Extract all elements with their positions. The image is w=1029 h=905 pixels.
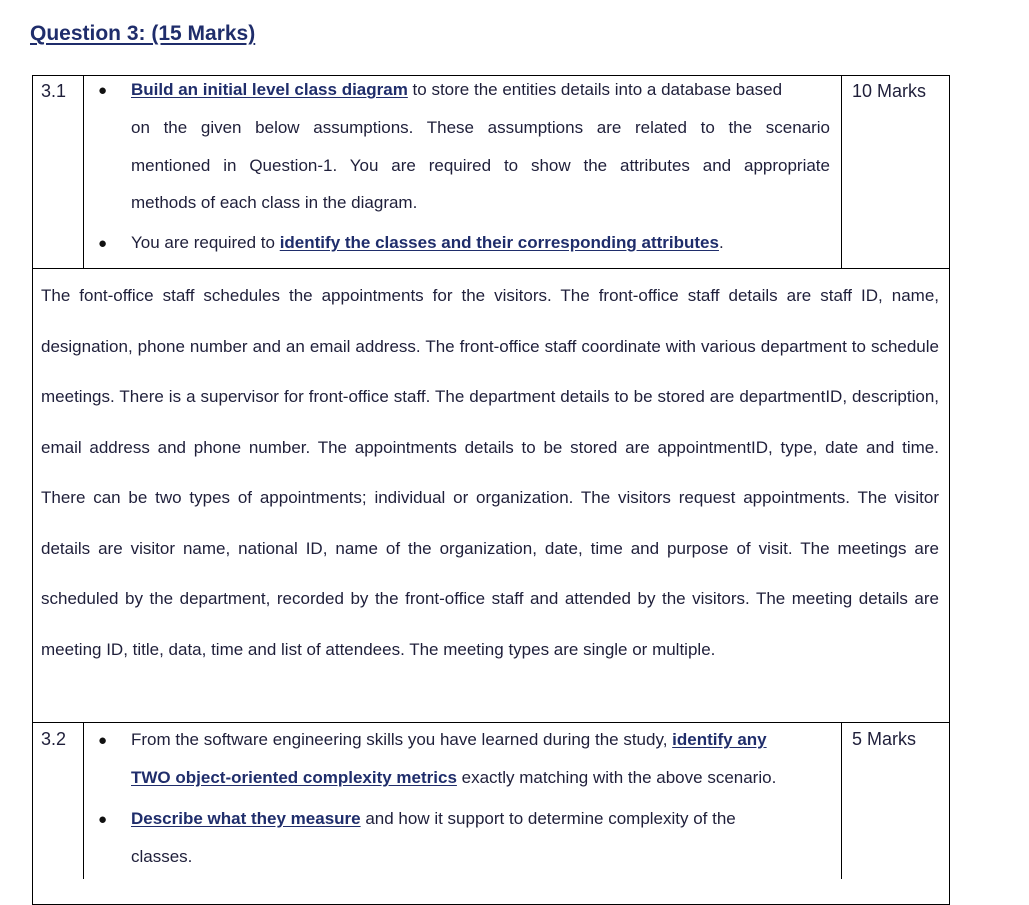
q31-bullet2-emph: identify the classes and their corresponding attributes — [279, 233, 719, 252]
q31-bullet2-dot: ● — [98, 235, 108, 252]
q32-bullet1-dot: ● — [98, 732, 108, 749]
q32-bullet1-line2 — [131, 768, 776, 788]
q31-bullet2-before: You are required to — [131, 233, 280, 252]
row-divider-1 — [32, 268, 950, 269]
q31-number: 3.1 — [41, 81, 67, 101]
row3-col-divider-left — [83, 722, 84, 879]
q32-bullet1-line1 — [131, 730, 767, 750]
q32-bullet2-line1-rest: and how it support to determine complexity of the — [360, 809, 736, 828]
q31-bullet1-line3: mentioned in Question-1. You are required to show the attributes and appropriate — [131, 156, 830, 175]
q31-marks: 10 Marks — [852, 81, 927, 101]
q32-bullet2-dot: ● — [98, 811, 108, 828]
row3-col-divider-right — [841, 722, 842, 879]
scenario-paragraph: The font-office staff schedules the appointments for the visitors. The front-office staff details are staff ID, name, designation, phone number and an email address. The front-office staff coordinate with various department to schedule meetings. There is a supervisor for front-office staff. The department details to be stored are departmentID, description, email address and phone number. The appointments details to be stored are appointmentID, type, date and time. There can be two types of appointments; individual or organization. The visitors request appointments. The visitor details are visitor name, national ID, name of the organization, date, time and purpose of visit. The meetings are scheduled by the department, recorded by the front-office staff and attended by the visitors. The meeting details are meeting ID, title, data, time and list of attendees. The meeting types are single or multiple. — [41, 286, 939, 659]
q31-bullet1-line2: on the given below assumptions. These assumptions are related to the scenario — [131, 118, 830, 137]
row1-col-divider-right — [841, 75, 842, 269]
q31-bullet1-line1 — [131, 80, 831, 100]
q32-number: 3.2 — [41, 729, 67, 749]
q31-bullet2 — [131, 233, 724, 253]
q31-bullet1-line1-rest: to store the entities details into a database based — [407, 80, 783, 99]
row1-col-divider-left — [83, 75, 84, 269]
q31-bullet1-line4: methods of each class in the diagram. — [131, 193, 418, 212]
q31-bullet1-dot: ● — [98, 82, 108, 99]
question-title: Question 3: (15 Marks) — [30, 22, 256, 45]
q31-bullet2-after: . — [718, 233, 724, 252]
q31-bullet1-lead: Build an initial level class diagram — [131, 80, 408, 99]
q32-marks: 5 Marks — [852, 729, 917, 749]
row-divider-2 — [32, 722, 950, 723]
q32-bullet1-line1-before: From the software engineering skills you have learned during the study, — [131, 730, 673, 749]
q32-bullet1-line2-emph: TWO object-oriented complexity metrics — [131, 768, 457, 787]
q32-bullet2-line2: classes. — [131, 847, 193, 866]
q32-bullet1-line1-emph: identify any — [672, 730, 767, 749]
q32-bullet2-line1 — [131, 809, 736, 829]
q32-bullet2-emph: Describe what they measure — [131, 809, 361, 828]
q32-bullet1-line2-rest: exactly matching with the above scenario. — [456, 768, 777, 787]
